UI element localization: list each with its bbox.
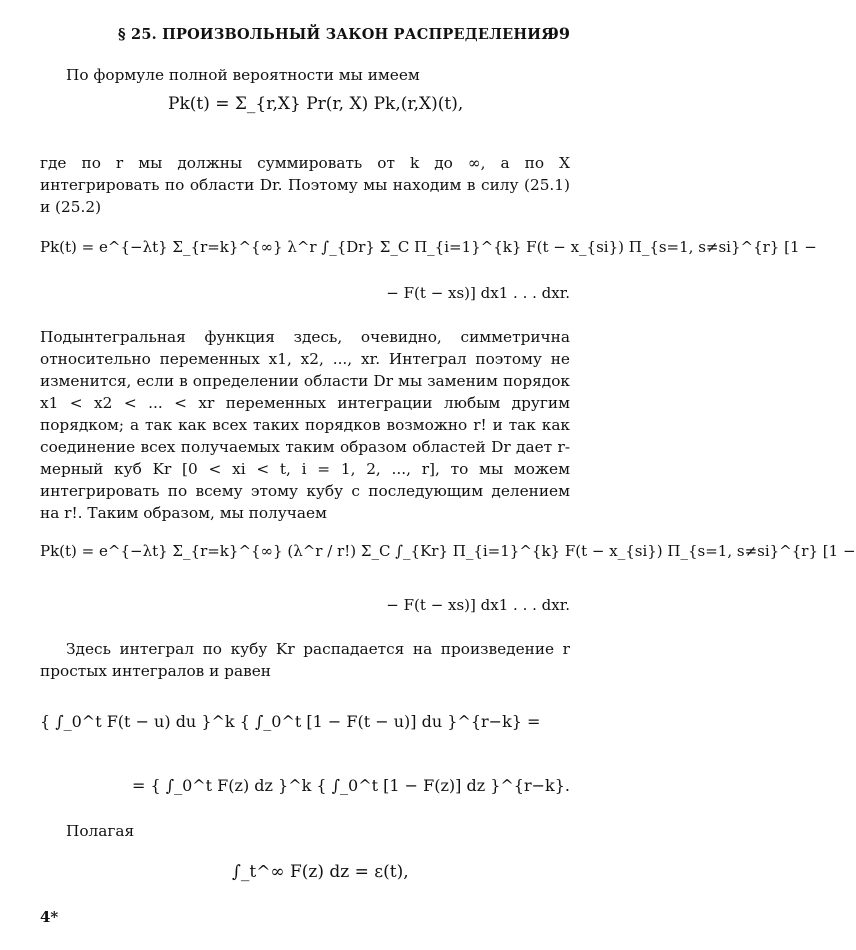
paragraph-4: Здесь интеграл по кубу Kr распадается на произведение r простых интегралов и равен bbox=[40, 640, 570, 680]
equation-2-line-2-text: − F(t − xs)] dx1 . . . dxr. bbox=[386, 284, 570, 302]
paragraph-5: Полагая bbox=[66, 822, 135, 840]
equation-5-text: ∫_t^∞ F(z) dz = ε(t), bbox=[232, 862, 409, 882]
equation-4-line-2 bbox=[132, 776, 570, 795]
equation-3-line-2-text: − F(t − xs)] dx1 . . . dxr. bbox=[386, 596, 570, 614]
equation-1 bbox=[168, 94, 463, 114]
equation-2-line-2 bbox=[386, 284, 570, 302]
equation-4-line-2-text: = { ∫_0^t F(z) dz }^k { ∫_0^t [1 − F(z)] dz }^{r−k}. bbox=[131, 776, 570, 795]
running-header bbox=[118, 26, 570, 46]
signature-mark: 4* bbox=[40, 908, 59, 926]
paragraph-3: Подынтегральная функция здесь, очевидно, симметрична относительно переменных x1, x2, ..., xr. Интеграл поэтому не изменится, если в определении области Dr мы заменим порядок x1 < x2 < ... < xr переменных интеграции любым другим порядком; а так как всех таких порядков возможно r! и так как соединение всех получаемых таким образом областей Dr дает r-мерный куб Kr [0 < xi < t, i = 1, 2, ..., r], то мы можем интегрировать по всему этому кубу с последующим делением на r!. Таким образом, мы получаем bbox=[40, 328, 570, 522]
equation-2-line-1-text: Pk(t) = e^{−λt} Σ_{r=k}^{∞} λ^r ∫_{Dr} Σ_C Π_{i=1}^{k} F(t − x_{si}) Π_{s=1, s≠si}^{r} [1 − bbox=[40, 238, 817, 256]
equation-1-text: Pk(t) = Σ_{r,X} Pr(r, X) Pk,(r,X)(t), bbox=[168, 94, 464, 114]
equation-3-line-1-text: Pk(t) = e^{−λt} Σ_{r=k}^{∞} (λ^r / r!) Σ_C ∫_{Kr} Π_{i=1}^{k} F(t − x_{si}) Π_{s=1, s≠si}^{r} [1 − bbox=[40, 542, 856, 560]
paragraph-2: где по r мы должны суммировать от k до ∞, а по X интегрировать по области Dr. Поэтому мы находим в силу (25.1) и (25.2) bbox=[40, 154, 570, 216]
equation-3-line-2 bbox=[386, 596, 570, 614]
paragraph-1: По формуле полной вероятности мы имеем bbox=[66, 66, 420, 84]
equation-4-line-1-text: { ∫_0^t F(t − u) du }^k { ∫_0^t [1 − F(t − u)] du }^{r−k} = bbox=[40, 712, 541, 731]
section-title: § 25. ПРОИЗВОЛЬНЫЙ ЗАКОН РАСПРЕДЕЛЕНИЯ bbox=[118, 26, 555, 43]
equation-2-line-1 bbox=[40, 238, 817, 256]
equation-5 bbox=[232, 862, 409, 882]
page-number: 99 bbox=[547, 24, 570, 43]
equation-3-line-1 bbox=[40, 542, 856, 560]
equation-4-line-1 bbox=[40, 712, 540, 731]
